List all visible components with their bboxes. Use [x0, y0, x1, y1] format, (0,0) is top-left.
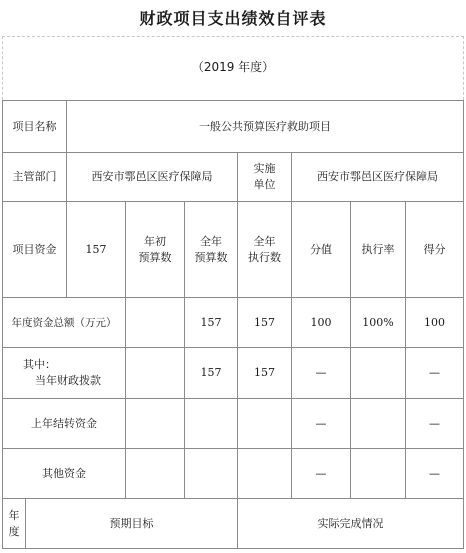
project-name-value: 一般公共预算医疗救助项目 [199, 119, 331, 133]
col-initial-budget-line2: 预算数 [138, 250, 172, 264]
col-score-value: 分值 [310, 242, 332, 256]
project-funds-label: 项目资金 [12, 242, 57, 256]
row-initial-budget [126, 298, 184, 347]
row-full-year-budget: 157 [200, 366, 222, 379]
row-score: 100 [424, 315, 445, 329]
grid-line [463, 100, 464, 549]
annual-goal-side-label-line1: 年 [8, 508, 20, 522]
annual-goal-side-label [3, 499, 25, 548]
row-label-annual-total: 年度资金总额（万元） [11, 316, 117, 329]
row-full-year-budget [185, 399, 237, 448]
row-initial-budget [126, 399, 184, 448]
row-score-value: — [315, 366, 327, 379]
col-score: 得分 [423, 242, 446, 256]
project-funds-value: 157 [85, 242, 107, 256]
fiscal-year: （2019 年度） [191, 60, 275, 74]
implementing-unit-label [238, 153, 291, 201]
project-name-label: 项目名称 [12, 119, 57, 133]
row-score-value: — [315, 466, 327, 480]
row-score-value: — [315, 416, 327, 430]
row-initial-budget [126, 348, 184, 398]
col-full-year-budget-line1: 全年 [200, 234, 222, 248]
row-full-year-execution: 157 [254, 315, 275, 329]
row-score: — [429, 416, 440, 430]
row-full-year-execution [238, 449, 291, 498]
col-full-year-execution-line1: 全年 [253, 234, 276, 248]
row-label-carryover: 上年结转资金 [31, 416, 97, 430]
row-initial-budget [126, 449, 184, 498]
row-label-current-appropriation-line1: 其中： [23, 358, 56, 371]
implementing-unit-label-line2: 单位 [253, 178, 276, 191]
col-initial-budget-line1: 年初 [144, 234, 166, 248]
row-execution-rate: 100% [362, 315, 394, 329]
row-full-year-budget [185, 449, 237, 498]
department-value: 西安市鄠邑区医疗保障局 [91, 170, 213, 183]
row-score: — [429, 366, 440, 379]
row-full-year-execution: 157 [254, 366, 275, 379]
actual-completion-header: 实际完成情况 [317, 516, 384, 530]
col-full-year-budget [185, 202, 237, 297]
annual-goal-side-label-line2: 度 [8, 524, 20, 538]
row-execution-rate [351, 348, 405, 398]
row-full-year-execution [238, 399, 291, 448]
header-frame-divider [2, 36, 464, 37]
implementing-unit-value: 西安市鄠邑区医疗保障局 [317, 170, 438, 183]
row-execution-rate [351, 399, 405, 448]
implementing-unit-label-line1: 实施 [253, 162, 276, 175]
row-full-year-budget: 157 [200, 315, 222, 329]
department-label: 主管部门 [12, 170, 57, 183]
col-full-year-execution-line2: 执行数 [248, 250, 281, 264]
grid-line [2, 548, 464, 549]
col-execution-rate: 执行率 [361, 242, 395, 256]
row-label-current-appropriation [3, 348, 125, 398]
row-score: — [429, 466, 440, 480]
col-initial-budget [126, 202, 184, 297]
col-full-year-execution [238, 202, 291, 297]
row-execution-rate [351, 449, 405, 498]
row-score-value: 100 [310, 315, 332, 329]
row-label-other-funds: 其他资金 [42, 466, 86, 480]
page-title: 财政项目支出绩效自评表 [139, 9, 327, 28]
expected-goal-header: 预期目标 [109, 516, 154, 530]
col-full-year-budget-line2: 预算数 [194, 250, 228, 264]
row-label-current-appropriation-line2: 当年财政拨款 [35, 374, 101, 387]
